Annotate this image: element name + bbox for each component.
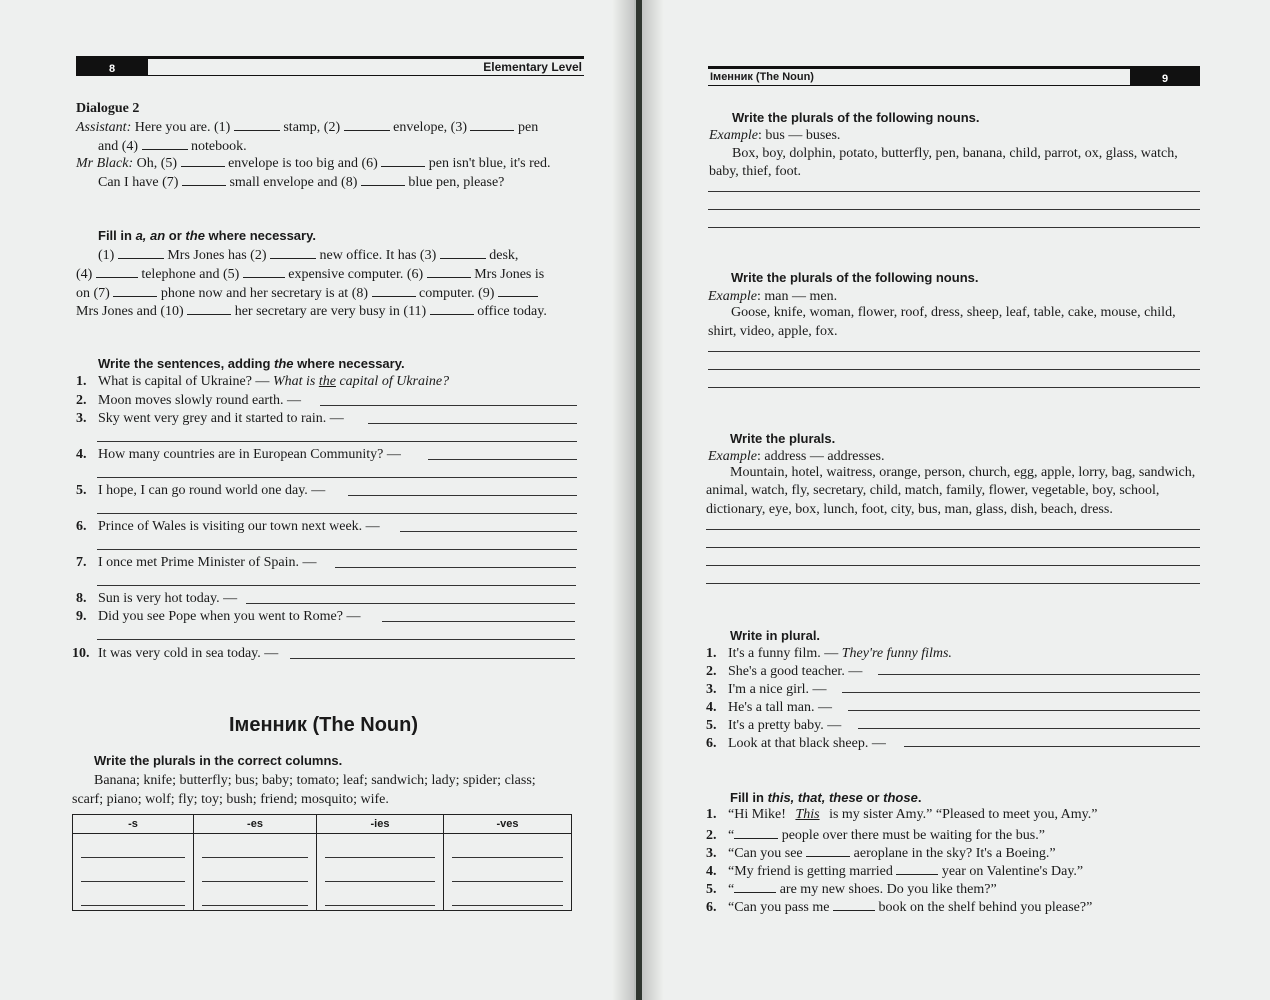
table-cell[interactable] <box>194 834 317 911</box>
example-label: Example <box>708 449 757 464</box>
dialogue-text: pen isn't blue, it's red. <box>428 156 551 171</box>
answer-blank[interactable] <box>896 862 938 875</box>
answer-blank[interactable] <box>187 302 231 315</box>
list-item <box>76 411 344 427</box>
exercise-text: on (7) <box>76 286 110 301</box>
task-title-text: this, that, these <box>767 790 863 805</box>
answer-blank[interactable] <box>430 302 474 315</box>
column-header: -s <box>73 815 194 834</box>
answer-blank[interactable] <box>440 246 486 259</box>
task-title-text: . <box>917 790 922 805</box>
item-number: 7. <box>76 555 87 570</box>
list-item <box>72 646 278 662</box>
item-number: 9. <box>76 609 87 624</box>
item-text: I hope, I can go round world one day. — <box>98 483 326 498</box>
item-number: 5. <box>706 718 717 733</box>
answer-blank[interactable] <box>734 880 776 893</box>
table-header-row <box>73 815 572 834</box>
answer-blank[interactable] <box>361 173 405 186</box>
answer-line[interactable] <box>706 583 1200 584</box>
answer-line[interactable] <box>858 728 1200 729</box>
answer-blank[interactable] <box>833 898 875 911</box>
task-title-text: those <box>883 790 918 805</box>
dialogue-text: blue pen, please? <box>408 175 505 190</box>
exercise-text: (4) <box>76 267 93 282</box>
word-list: Box, boy, dolphin, potato, butterfly, pen, banana, child, parrot, ox, glass, watch, <box>732 146 1178 161</box>
list-item <box>76 519 380 535</box>
list-item <box>706 718 841 734</box>
answer-blank[interactable] <box>270 246 316 259</box>
articles-line <box>76 265 584 285</box>
answer-line[interactable] <box>708 387 1200 388</box>
answer-line[interactable] <box>878 674 1200 675</box>
item-text: “My friend is getting married <box>728 864 893 879</box>
dialogue-text: pen <box>517 120 539 135</box>
page-gutter-shadow <box>642 0 664 1000</box>
answer-line[interactable] <box>320 405 577 406</box>
example-answer: This <box>795 807 820 822</box>
dialogue-text: Oh, (5) <box>136 156 178 171</box>
answer-line[interactable] <box>97 639 575 640</box>
example-text: : man — men. <box>756 289 838 304</box>
item-text: Moon moves slowly round earth. — <box>98 393 301 408</box>
answer-blank[interactable] <box>344 118 390 131</box>
list-item <box>76 609 360 625</box>
example-answer: What is <box>272 374 319 389</box>
answer-line[interactable] <box>246 603 575 604</box>
exercise-text: new office. It has (3) <box>319 248 437 263</box>
item-text: Prince of Wales is visiting our town next week. — <box>98 519 380 534</box>
table-cell[interactable] <box>73 834 194 911</box>
item-text: He's a tall man. — <box>728 700 832 715</box>
item-text: It's a pretty baby. — <box>728 718 842 733</box>
exercise-text: Mrs Jones and (10) <box>76 304 184 319</box>
task-title-text: Write the sentences, adding <box>98 356 275 371</box>
right-page <box>642 0 1270 1000</box>
answer-line[interactable] <box>97 585 576 586</box>
item-number: 6. <box>706 900 717 915</box>
word-list: scarf; piano; wolf; fly; toy; bush; friend; mosquito; wife. <box>72 792 389 807</box>
word-list: Goose, knife, woman, flower, roof, dress, sheep, leaf, table, cake, mouse, child, <box>731 305 1176 320</box>
answer-line[interactable] <box>842 692 1200 693</box>
example-answer: the <box>318 374 336 389</box>
task-title-columns: Write the plurals in the correct columns. <box>94 753 343 768</box>
item-text: “ <box>728 828 735 843</box>
item-text: Sun is very hot today. — <box>98 591 238 606</box>
answer-blank[interactable] <box>142 137 188 150</box>
item-number: 2. <box>76 393 87 408</box>
item-text: How many countries are in European Community? — <box>98 447 401 462</box>
task-title-text: Fill in <box>730 790 768 805</box>
item-number: 4. <box>706 864 717 879</box>
articles-line <box>76 302 584 322</box>
list-item <box>706 700 832 716</box>
item-text: Sky went very grey and it started to rain. — <box>98 411 344 426</box>
answer-line[interactable] <box>708 369 1200 370</box>
task-title-text: where necessary. <box>293 356 405 371</box>
exercise-text: phone now and her secretary is at (8) <box>160 286 369 301</box>
dialogue-line <box>76 118 586 138</box>
answer-line[interactable] <box>97 477 577 478</box>
left-page-header <box>76 56 584 76</box>
item-text: year on Valentine's Day.” <box>941 864 1084 879</box>
list-item <box>706 736 886 752</box>
dialogue-text: Here you are. (1) <box>134 120 231 135</box>
exercise-text: Mrs Jones has (2) <box>167 248 267 263</box>
answer-blank[interactable] <box>113 284 157 297</box>
dialogue-text: stamp, (2) <box>283 120 341 135</box>
item-text: “Hi Mike! <box>728 807 786 822</box>
answer-line[interactable] <box>382 621 575 622</box>
speaker: Assistant: <box>76 120 132 135</box>
example-label: Example <box>709 128 758 143</box>
dialogue-text: notebook. <box>191 139 247 154</box>
task-title-text: or <box>862 790 884 805</box>
answer-line[interactable] <box>400 531 577 532</box>
answer-blank[interactable] <box>118 246 164 259</box>
dialogue-text: Can I have (7) <box>98 175 179 190</box>
column-header: -es <box>194 815 317 834</box>
example-text: : address — addresses. <box>756 449 885 464</box>
item-number: 3. <box>706 846 717 861</box>
answer-line[interactable] <box>706 529 1200 530</box>
exercise-text: computer. (9) <box>419 286 495 301</box>
item-text: “ <box>728 882 735 897</box>
list-item <box>706 880 997 898</box>
item-text: aeroplane in the sky? It's a Boeing.” <box>853 846 1056 861</box>
table-cell[interactable] <box>317 834 444 911</box>
task-title-demonstratives <box>730 790 921 805</box>
answer-line[interactable] <box>97 513 577 514</box>
item-number: 1. <box>76 374 87 389</box>
item-number: 2. <box>706 828 717 843</box>
dialogue-text: envelope is too big and (6) <box>228 156 378 171</box>
item-number: 4. <box>76 447 87 462</box>
list-item <box>76 591 237 607</box>
task-title-text: a, an <box>135 228 166 243</box>
exercise-text: (1) <box>98 248 115 263</box>
item-number: 3. <box>76 411 87 426</box>
answer-line[interactable] <box>708 351 1200 352</box>
answer-blank[interactable] <box>381 154 425 167</box>
item-text: “Can you pass me <box>728 900 830 915</box>
section-heading-noun: Іменник (The Noun) <box>229 714 419 736</box>
answer-blank[interactable] <box>734 826 778 839</box>
item-text: are my new shoes. Do you like them?” <box>779 882 997 897</box>
list-item <box>76 447 401 463</box>
item-text: What is capital of Ukraine? — <box>98 374 270 389</box>
example-line <box>709 127 840 146</box>
dialogue-text: small envelope and (8) <box>229 175 358 190</box>
task-title: Write in plural. <box>730 628 821 643</box>
word-list: shirt, video, apple, fox. <box>708 324 838 339</box>
articles-line <box>76 246 584 266</box>
item-text: “Can you see <box>728 846 803 861</box>
item-text: It's a funny film. — <box>728 646 839 661</box>
answer-blank[interactable] <box>96 265 138 278</box>
item-text: Did you see Pope when you went to Rome? — <box>98 609 361 624</box>
exercise-text: expensive computer. (6) <box>288 267 424 282</box>
example-answer: capital of Ukraine? <box>335 374 450 389</box>
item-text: She's a good teacher. — <box>728 664 863 679</box>
answer-line[interactable] <box>335 567 576 568</box>
answer-line[interactable] <box>708 227 1200 228</box>
word-list: Mountain, hotel, waitress, orange, person, church, egg, apple, lorry, bag, sandwich, <box>730 465 1196 480</box>
page-gutter-shadow <box>612 0 634 1000</box>
list-item <box>76 393 301 409</box>
dialogue-line <box>76 154 586 174</box>
page-number: 9 <box>1130 69 1200 85</box>
column-header: -ves <box>444 815 572 834</box>
answer-blank[interactable] <box>806 844 850 857</box>
answer-line[interactable] <box>706 565 1200 566</box>
header-title: Elementary Level <box>483 60 582 74</box>
exercise-text: office today. <box>477 304 547 319</box>
dialogue-title: Dialogue 2 <box>76 101 140 116</box>
item-text: I once met Prime Minister of Spain. — <box>98 555 317 570</box>
word-list: baby, thief, foot. <box>709 164 802 179</box>
speaker: Mr Black: <box>76 156 134 171</box>
plurals-table <box>72 814 572 911</box>
item-number: 5. <box>706 882 717 897</box>
list-item <box>76 374 449 390</box>
dialogue-text: envelope, (3) <box>393 120 467 135</box>
example-label: Example <box>708 289 757 304</box>
exercise-text: desk, <box>489 248 519 263</box>
item-number: 5. <box>76 483 87 498</box>
example-answer: They're funny films. <box>841 646 952 661</box>
task-title-text: Fill in <box>98 228 136 243</box>
list-item <box>706 898 1092 916</box>
answer-line[interactable] <box>848 710 1200 711</box>
item-number: 6. <box>706 736 717 751</box>
right-page-header <box>708 66 1200 86</box>
list-item <box>706 646 952 662</box>
item-number: 2. <box>706 664 717 679</box>
task-title-text: the <box>185 228 205 243</box>
item-number: 4. <box>706 700 717 715</box>
answer-line[interactable] <box>706 547 1200 548</box>
answer-line[interactable] <box>290 658 575 659</box>
task-title-text: where necessary. <box>204 228 316 243</box>
answer-blank[interactable] <box>372 284 416 297</box>
item-number: 1. <box>706 807 717 822</box>
item-text: book on the shelf behind you please?” <box>878 900 1093 915</box>
answer-blank[interactable] <box>234 118 280 131</box>
item-text: people over there must be waiting for the bus.” <box>781 828 1045 843</box>
table-row <box>73 834 572 911</box>
item-number: 3. <box>706 682 717 697</box>
item-text: I'm a nice girl. — <box>728 682 827 697</box>
task-title-articles <box>98 228 316 243</box>
list-item <box>76 483 325 499</box>
answer-line[interactable] <box>904 746 1200 747</box>
dialogue-text: and (4) <box>98 139 139 154</box>
task-title-text: the <box>274 356 294 371</box>
item-number: 10. <box>72 646 90 661</box>
answer-blank[interactable] <box>427 265 471 278</box>
answer-blank[interactable] <box>182 173 226 186</box>
answer-blank[interactable] <box>498 284 538 297</box>
answer-line[interactable] <box>428 459 577 460</box>
answer-line[interactable] <box>708 209 1200 210</box>
dialogue-line <box>98 173 504 193</box>
word-list: Banana; knife; butterfly; bus; baby; tomato; leaf; sandwich; lady; spider; class; <box>94 773 536 788</box>
list-item <box>76 555 317 571</box>
word-list: animal, watch, fly, secretary, child, match, family, flower, vegetable, boy, school, <box>706 483 1160 498</box>
item-number: 1. <box>706 646 717 661</box>
list-item <box>706 664 862 680</box>
list-item <box>706 826 1045 844</box>
header-title: Іменник (The Noun) <box>710 71 814 83</box>
articles-line <box>76 284 584 304</box>
item-number: 8. <box>76 591 87 606</box>
answer-line[interactable] <box>348 495 577 496</box>
page-number: 8 <box>76 59 148 75</box>
task-title: Write the plurals of the following nouns. <box>732 110 980 125</box>
exercise-text: Mrs Jones is <box>474 267 545 282</box>
answer-line[interactable] <box>97 441 577 442</box>
answer-blank[interactable] <box>181 154 225 167</box>
exercise-text: her secretary are very busy in (11) <box>234 304 427 319</box>
table-cell[interactable] <box>444 834 572 911</box>
task-title-the <box>98 356 405 371</box>
list-item <box>706 807 1097 823</box>
item-text: Look at that black sheep. — <box>728 736 886 751</box>
exercise-text: telephone and (5) <box>141 267 240 282</box>
task-title: Write the plurals of the following nouns. <box>731 270 979 285</box>
answer-blank[interactable] <box>243 265 285 278</box>
task-title-text: or <box>165 228 186 243</box>
answer-line[interactable] <box>368 423 577 424</box>
example-text: : bus — buses. <box>757 128 841 143</box>
task-title: Write the plurals. <box>730 431 836 446</box>
list-item <box>706 844 1056 862</box>
item-number: 6. <box>76 519 87 534</box>
list-item <box>706 682 827 698</box>
word-list: dictionary, eye, box, lunch, foot, city, bus, man, glass, dish, beach, dress. <box>706 502 1113 517</box>
column-header: -ies <box>317 815 444 834</box>
answer-line[interactable] <box>708 191 1200 192</box>
answer-line[interactable] <box>97 549 577 550</box>
item-text: It was very cold in sea today. — <box>98 646 279 661</box>
item-text: is my sister Amy.” “Pleased to meet you, Amy.” <box>829 807 1098 822</box>
list-item <box>706 862 1083 880</box>
answer-blank[interactable] <box>470 118 514 131</box>
